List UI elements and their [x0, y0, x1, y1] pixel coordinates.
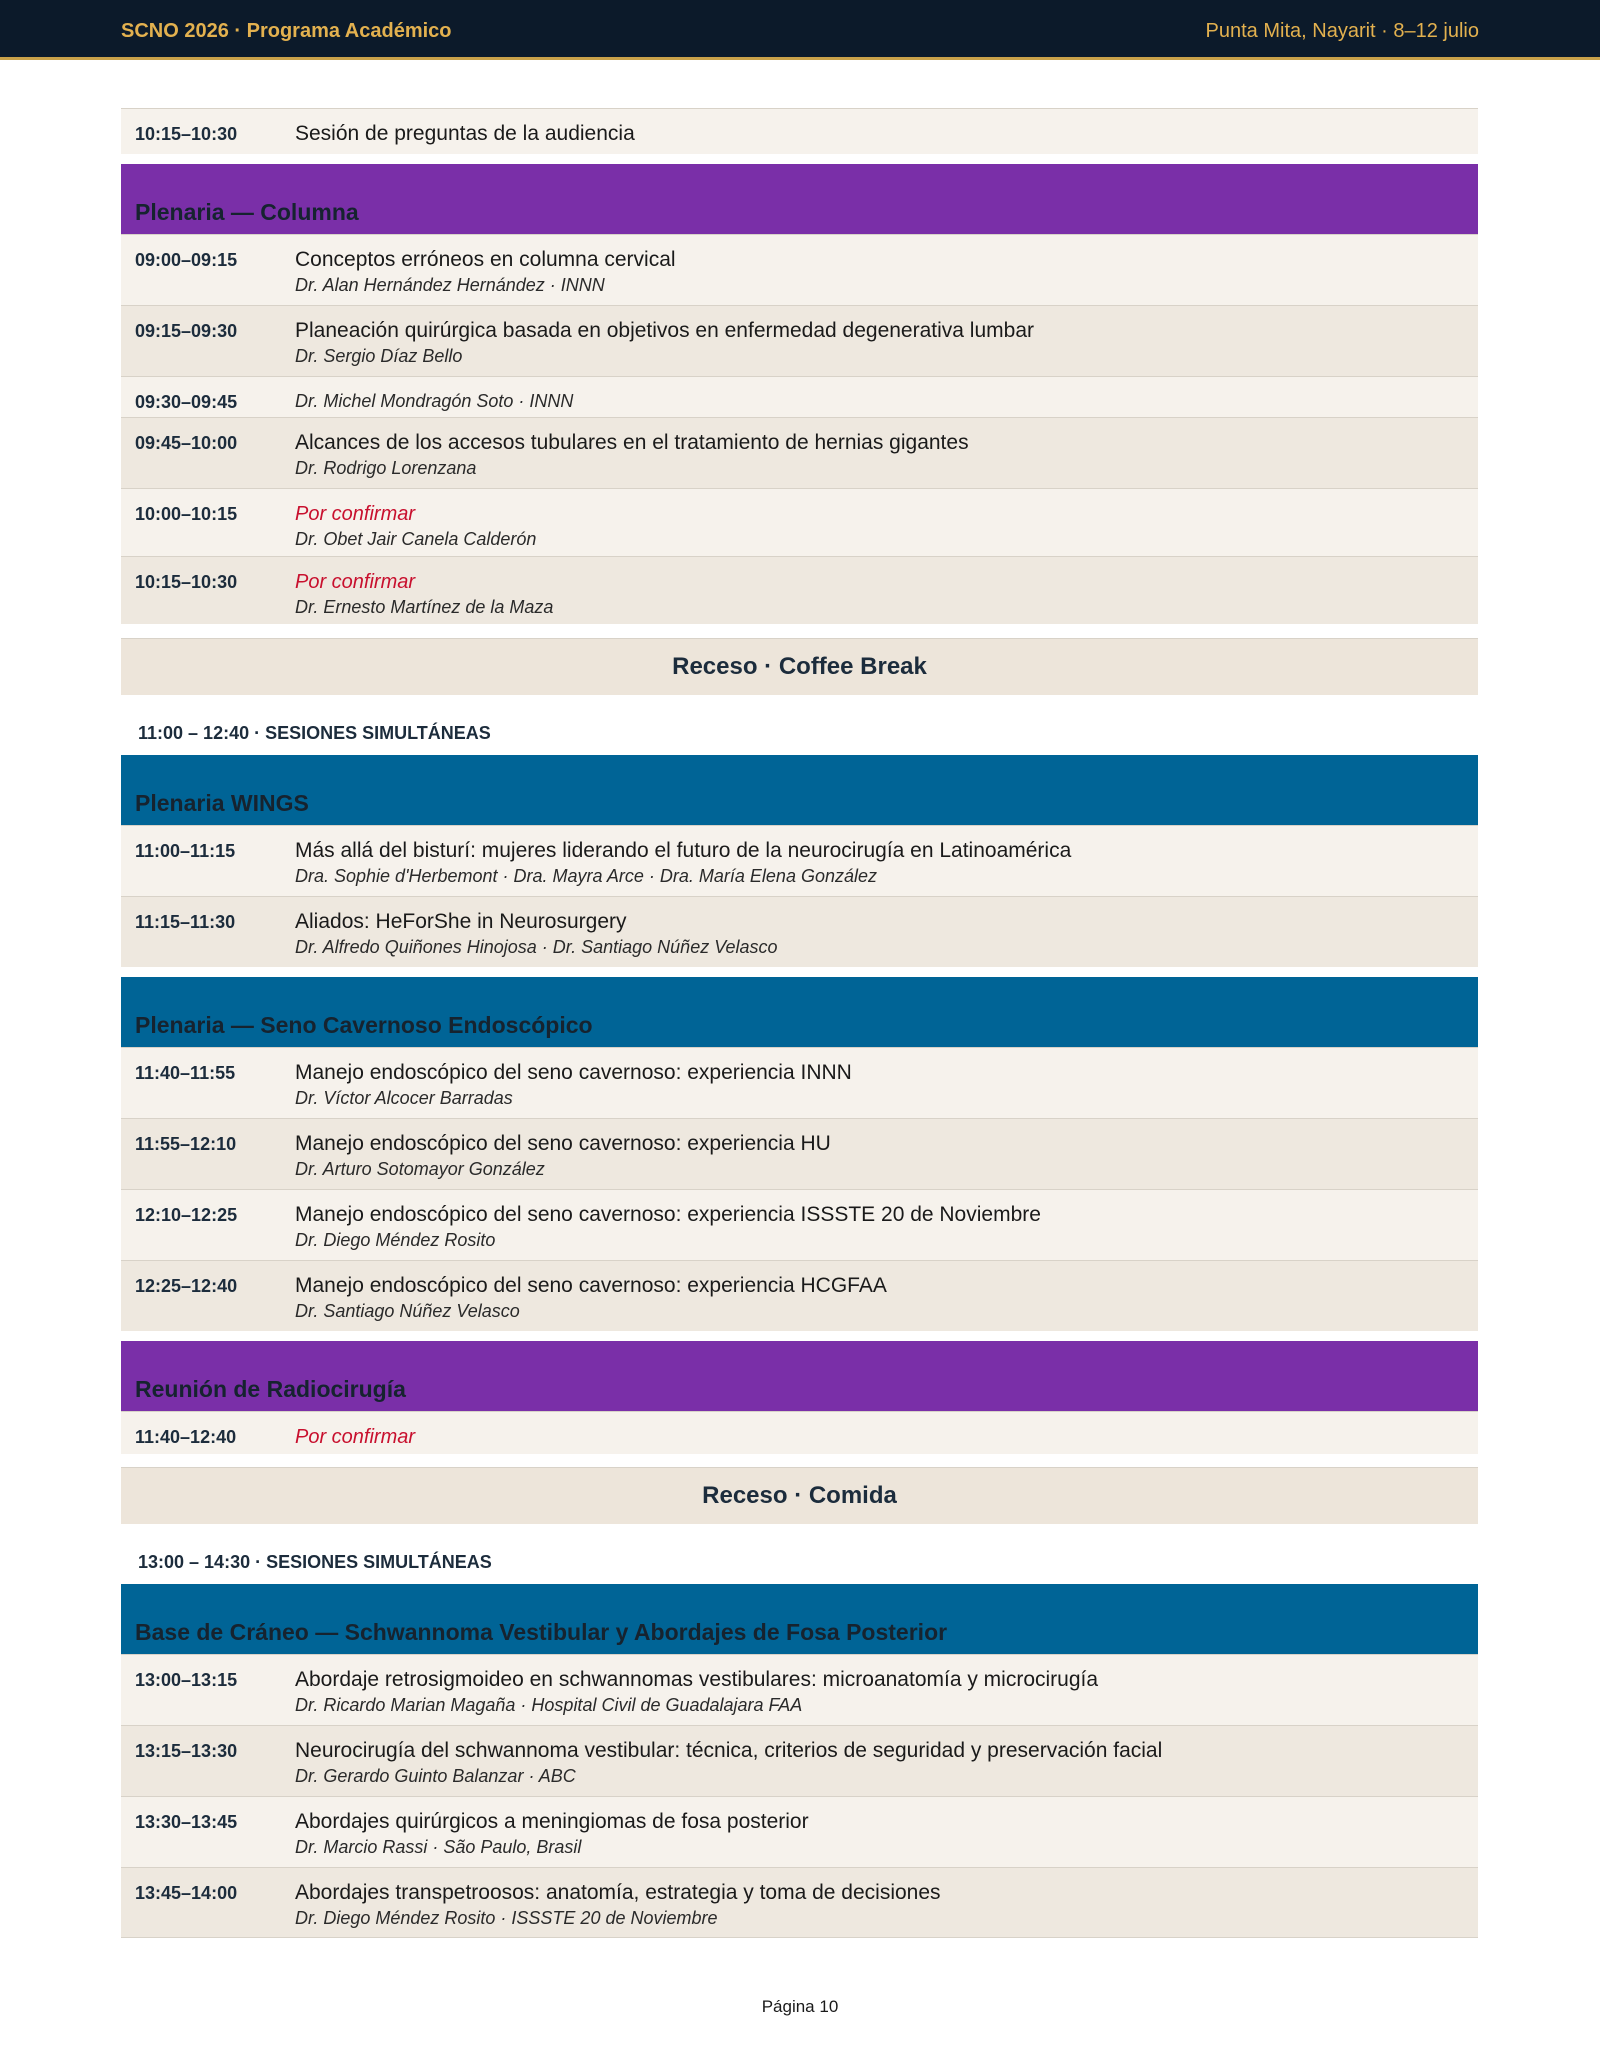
row-time: 11:00–11:15	[135, 841, 236, 861]
row-time: 09:00–09:15	[135, 250, 238, 270]
row-title: Abordajes quirúrgicos a meningiomas de fosa posterior	[295, 1810, 809, 1833]
row-title: Sesión de preguntas de la audiencia	[295, 122, 635, 145]
table-row	[121, 1411, 1478, 1454]
row-title: Abordajes transpetroosos: anatomía, estrategia y toma de decisiones	[295, 1881, 941, 1904]
row-title: Conceptos erróneos en columna cervical	[295, 248, 676, 271]
table-row	[121, 1118, 1478, 1189]
row-speaker: Dr. Obet Jair Canela Calderón	[295, 529, 537, 549]
row-speaker: Dr. Arturo Sotomayor González	[295, 1159, 545, 1179]
table-row	[121, 234, 1478, 305]
table-row	[121, 556, 1478, 624]
row-time: 11:15–11:30	[135, 912, 236, 932]
break-banner: Receso · Comida	[121, 1467, 1478, 1524]
row-speaker: Dr. Víctor Alcocer Barradas	[295, 1088, 513, 1108]
table-row	[121, 1796, 1478, 1867]
row-title: Neurocirugía del schwannoma vestibular: técnica, criterios de seguridad y preservación facial	[295, 1739, 1163, 1762]
tbc-label: Por confirmar	[295, 503, 416, 525]
row-time: 12:10–12:25	[135, 1205, 238, 1225]
row-title: Alcances de los accesos tubulares en el tratamiento de hernias gigantes	[295, 431, 969, 454]
row-time: 09:45–10:00	[135, 433, 238, 453]
row-title: Aliados: HeForShe in Neurosurgery	[295, 910, 627, 933]
table-row	[121, 1654, 1478, 1725]
simultaneous-label: 11:00 – 12:40 · SESIONES SIMULTÁNEAS	[138, 723, 491, 743]
row-time: 09:15–09:30	[135, 321, 238, 341]
table-row	[121, 305, 1478, 376]
table-row	[121, 825, 1478, 896]
table-row	[121, 896, 1478, 967]
page-number: Página 10	[761, 1997, 839, 2016]
section-heading: Plenaria — Columna	[121, 164, 1478, 234]
row-title: Manejo endoscópico del seno cavernoso: experiencia HU	[295, 1132, 831, 1155]
row-title: Manejo endoscópico del seno cavernoso: experiencia HCGFAA	[295, 1274, 887, 1297]
row-time: 10:00–10:15	[135, 504, 238, 524]
row-time: 13:00–13:15	[135, 1670, 238, 1690]
simultaneous-label: 13:00 – 14:30 · SESIONES SIMULTÁNEAS	[138, 1552, 492, 1572]
table-row	[121, 417, 1478, 488]
row-time: 12:25–12:40	[135, 1276, 238, 1296]
table-row	[121, 1867, 1478, 1938]
table-row	[121, 1260, 1478, 1331]
row-time: 11:40–11:55	[135, 1063, 236, 1083]
header-location: Punta Mita, Nayarit · 8–12 julio	[1205, 20, 1479, 42]
row-title: Abordaje retrosigmoideo en schwannomas vestibulares: microanatomía y microcirugía	[295, 1668, 1099, 1691]
section-heading: Plenaria — Seno Cavernoso Endoscópico	[121, 977, 1478, 1047]
row-speaker: Dr. Rodrigo Lorenzana	[295, 458, 477, 478]
row-speaker: Dr. Alan Hernández Hernández · INNN	[295, 275, 605, 295]
row-speaker: Dr. Sergio Díaz Bello	[295, 346, 463, 366]
section-heading: Reunión de Radiocirugía	[121, 1341, 1478, 1411]
row-speaker: Dr. Santiago Núñez Velasco	[295, 1301, 520, 1321]
row-time: 11:40–12:40	[135, 1427, 237, 1447]
table-row	[121, 488, 1478, 556]
row-title: Planeación quirúrgica basada en objetivos en enfermedad degenerativa lumbar	[295, 319, 1034, 342]
row-time: 10:15–10:30	[135, 572, 238, 592]
table-row	[121, 376, 1478, 417]
row-time: 11:55–12:10	[135, 1134, 237, 1154]
section-heading: Base de Cráneo — Schwannoma Vestibular y Abordajes de Fosa Posterior	[121, 1584, 1478, 1654]
section-heading: Plenaria WINGS	[121, 755, 1478, 825]
break-banner: Receso · Coffee Break	[121, 638, 1478, 695]
page-header	[0, 0, 1600, 60]
tbc-label: Por confirmar	[295, 1426, 416, 1448]
table-row	[121, 1725, 1478, 1796]
row-time: 13:15–13:30	[135, 1741, 238, 1761]
row-speaker: Dr. Gerardo Guinto Balanzar · ABC	[295, 1766, 576, 1786]
row-time: 10:15–10:30	[135, 124, 238, 144]
table-row	[121, 108, 1478, 154]
table-row	[121, 1189, 1478, 1260]
row-speaker: Dr. Diego Méndez Rosito	[295, 1230, 496, 1250]
row-time: 13:45–14:00	[135, 1883, 238, 1903]
row-time: 09:30–09:45	[135, 392, 238, 412]
row-speaker: Dr. Ricardo Marian Magaña · Hospital Civil de Guadalajara FAA	[295, 1695, 803, 1715]
table-row	[121, 1047, 1478, 1118]
row-title: Más allá del bisturí: mujeres liderando el futuro de la neurocirugía en Latinoamérica	[295, 839, 1072, 862]
row-speaker: Dr. Marcio Rassi · São Paulo, Brasil	[295, 1837, 582, 1857]
header-title: SCNO 2026 · Programa Académico	[121, 20, 452, 42]
row-title: Manejo endoscópico del seno cavernoso: experiencia ISSSTE 20 de Noviembre	[295, 1203, 1041, 1226]
row-speaker: Dra. Sophie d'Herbemont · Dra. Mayra Arce · Dra. María Elena González	[295, 866, 877, 886]
row-speaker: Dr. Michel Mondragón Soto · INNN	[295, 391, 574, 411]
row-speaker: Dr. Ernesto Martínez de la Maza	[295, 597, 554, 617]
tbc-label: Por confirmar	[295, 571, 416, 593]
row-title: Manejo endoscópico del seno cavernoso: experiencia INNN	[295, 1061, 852, 1084]
program-content	[121, 108, 1478, 1938]
row-speaker: Dr. Diego Méndez Rosito · ISSSTE 20 de Noviembre	[295, 1908, 718, 1928]
row-time: 13:30–13:45	[135, 1812, 238, 1832]
row-speaker: Dr. Alfredo Quiñones Hinojosa · Dr. Santiago Núñez Velasco	[295, 937, 778, 957]
